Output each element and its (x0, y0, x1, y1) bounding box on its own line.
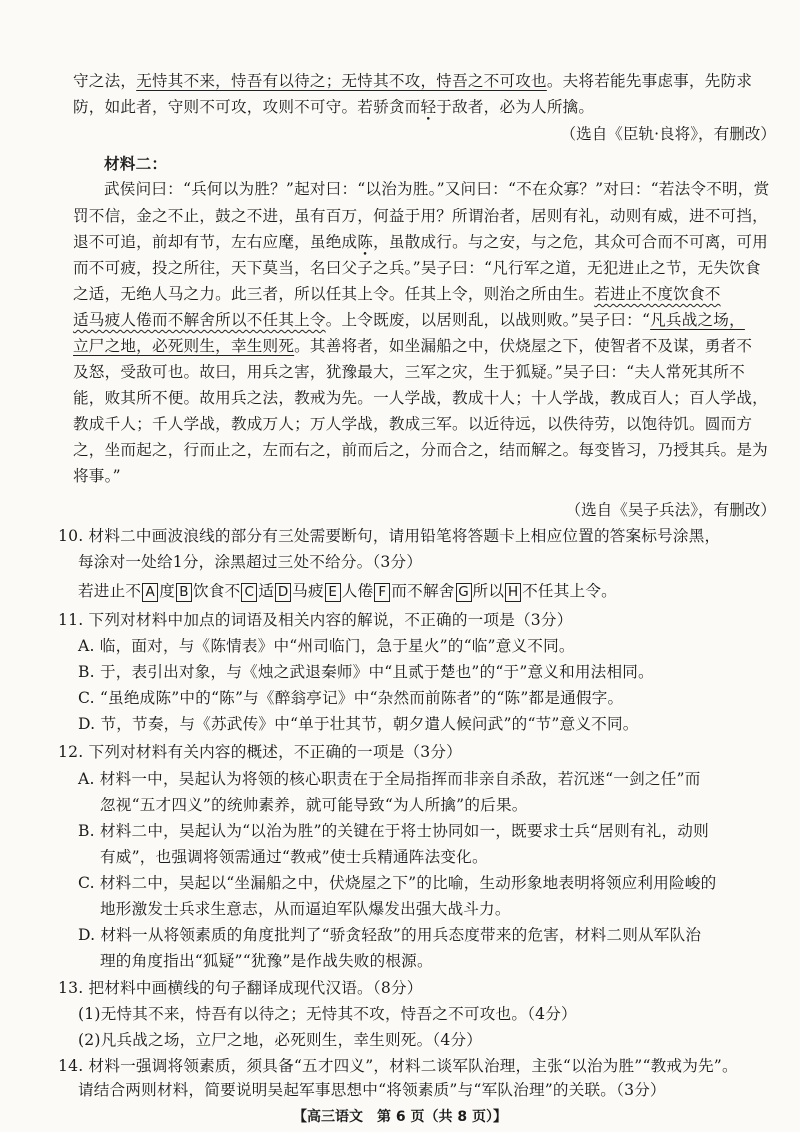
underlined-sentence-2: 凡兵战之场， (650, 311, 745, 329)
passage2-line-5 (73, 283, 721, 305)
q12-option-d-line-1[interactable]: D. 材料一从将领素质的角度批判了“骄贪轻敌”的用兵态度带来的危害，材料二则从军队治 (78, 926, 702, 944)
dotted-word-chen: 陈 (357, 233, 374, 251)
passage1-line-2 (73, 96, 594, 118)
passage2-source: （选自《吴子兵法》，有删改） (565, 501, 776, 519)
text-segment: 守之法， (73, 72, 137, 90)
q11-option-d[interactable]: D. 节，节奏，与《苏武传》中“单于壮其节，朝夕遣人候问武”的“节”意义不同。 (78, 715, 639, 733)
q10-seg: 若进止不 (78, 582, 142, 600)
text-segment: ，虽散成行。与之安，与之危，其众可合而不可离，可用 (373, 233, 768, 251)
passage2-line-9: 能，败其所不便。故用兵之法，教戒为先。一人学战，教成十人；十人学战，教成百人；百人学战， (73, 389, 768, 407)
q10-seg: 饮食不 (192, 582, 241, 600)
q10-option-box-H[interactable]: H (505, 583, 521, 602)
q12-stem: 12. 下列对材料有关内容的概述，不正确的一项是（3分） (58, 743, 462, 761)
q10-option-box-F[interactable]: F (374, 583, 390, 602)
passage2-line-11: 之，坐而起之，行而止之，左而右之，前而后之，分而合之，结而解之。每变皆习，乃授其兵。是为 (73, 441, 768, 459)
q14-stem-line-2: 请结合两则材料，简要说明吴起军事思想中“将领素质”与“军队治理”的关联。（3分） (78, 1081, 666, 1099)
passage1-line-1 (73, 70, 752, 92)
q11-stem: 11. 下列对材料中加点的词语及相关内容的解说，不正确的一项是（3分） (58, 611, 573, 629)
passage2-line-7 (73, 335, 752, 357)
q10-option-box-G[interactable]: G (456, 583, 472, 602)
q10-seg: 而不解舍 (391, 582, 455, 600)
q10-stem-line-1: 10. 材料二中画波浪线的部分有三处需要断句，请用铅笔将答题卡上相应位置的答案标号涂黑， (58, 527, 721, 545)
q12-option-a-line-2[interactable]: 忽视“五才四义”的统帅素养，就可能导致“为人所擒”的后果。 (100, 796, 528, 814)
page-footer: 【高三语文 第 6 页（共 8 页）】 (293, 1109, 507, 1125)
q10-option-box-E[interactable]: E (325, 583, 341, 602)
q12-option-b-line-2[interactable]: 有威”，也强调将领需通过“教戒”使士兵精通阵法变化。 (100, 848, 488, 866)
text-segment: 。夫将若能先事虑事，先防求 (546, 72, 753, 90)
text-segment: 退不可追，前却有节，左右应麾，虽绝成 (73, 233, 358, 251)
q10-stem-line-2: 每涂对一处给1分，涂黑超过三处不给分。（3分） (78, 553, 423, 571)
passage1-source: （选自《臣轨·良将》，有删改） (560, 125, 776, 143)
wavy-underlined-text: 若进止不度饮食不 (594, 285, 721, 303)
q11-option-a[interactable]: A. 临，面对，与《陈情表》中“州司临门，急于星火”的“临”意义不同。 (78, 637, 575, 655)
passage2-line-4: 而不可疲，投之所往，天下莫当，名曰父子之兵。”吴子曰：“凡行军之道，无犯进止之节，无失饮食 (73, 259, 761, 277)
dotted-word-qing: 轻 (420, 98, 437, 116)
passage2-line-3 (73, 231, 768, 253)
underlined-sentence-1: 无恃其不来，恃吾有以待之；无恃其不攻，恃吾之不可攻也 (136, 72, 547, 90)
q12-option-c-line-1[interactable]: C. 材料二中，吴起以“坐漏船之中，伏烧屋之下”的比喻，生动形象地表明将领应利用险峻的 (78, 874, 717, 892)
wavy-underlined-text: 适马疲人倦而不解舍所以不任其上令 (73, 311, 326, 329)
q10-seg: 所以 (472, 582, 505, 600)
text-segment: 。上令既废，以居则乱，以战则败。”吴子曰：“ (325, 311, 651, 329)
passage2-line-6 (73, 309, 745, 331)
q14-stem-line-1: 14. 材料一强调将领素质，须具备“五才四义”，材料二谈军队治理，主张“以治为胜”“教戒为先”。 (58, 1057, 738, 1075)
passage2-line-10: 教成千人；千人学战，教成万人；万人学战，教成三军。以近待远，以佚待劳，以饱待饥。圆而方 (73, 415, 753, 433)
q10-option-box-C[interactable]: C (241, 583, 257, 602)
q11-option-b[interactable]: B. 于，表引出对象，与《烛之武退秦师》中“且贰于楚也”的“于”意义和用法相同。 (78, 663, 654, 681)
text-segment: 之适，无绝人马之力。此三者，所以任其上令。任其上令，则治之所由生。 (73, 285, 595, 303)
q12-option-b-line-1[interactable]: B. 材料二中，吴起认为“以治为胜”的关键在于将士协同如一，既要求士兵“居则有礼，动则 (78, 822, 709, 840)
q10-answer-line (78, 580, 617, 602)
q12-option-c-line-2[interactable]: 地形激发士兵求生意志，从而逼迫军队爆发出强大战斗力。 (100, 900, 511, 918)
q11-option-c[interactable]: C. “虽绝成陈”中的“陈”与《醉翁亭记》中“杂然而前陈者”的“陈”都是通假字。 (78, 689, 624, 707)
q10-seg: 人倦 (341, 582, 374, 600)
underlined-sentence-2: 立尸之地，必死则生，幸生则死 (73, 337, 295, 355)
passage2-line-1: 武侯问曰：“兵何以为胜？”起对曰：“以治为胜。”又问曰：“不在众寡？”对曰：“若法令不明，赏 (104, 180, 770, 198)
passage2-line-8: 及怒，受敌可也。故曰，用兵之害，犹豫最大，三军之灾，生于狐疑。”吴子曰：“夫人常死其所不 (73, 363, 745, 381)
q13-stem: 13. 把材料中画横线的句子翻译成现代汉语。（8分） (58, 979, 423, 997)
q10-seg: 度 (159, 582, 175, 600)
q10-seg: 不任其上令。 (522, 582, 617, 600)
q10-option-box-D[interactable]: D (275, 583, 291, 602)
text-segment: 防，如此者，守则不可攻，攻则不可守。若骄贪而 (73, 98, 421, 116)
q13-sentence-2: (2)凡兵战之场，立尸之地，必死则生，幸生则死。（4分） (78, 1031, 483, 1049)
passage2-line-2: 罚不信，金之不止，鼓之不进，虽有百万，何益于用？所谓治者，居则有礼，动则有威，进不可挡， (73, 207, 768, 225)
passage2-heading: 材料二： (104, 154, 168, 173)
text-segment: 于敌者，必为人所擒。 (436, 98, 595, 116)
q10-option-box-B[interactable]: B (176, 583, 192, 602)
passage2-line-12: 将事。” (73, 467, 121, 485)
q10-option-box-A[interactable]: A (142, 583, 158, 602)
q12-option-d-line-2[interactable]: 理的角度指出“狐疑”“犹豫”是作战失败的根源。 (100, 952, 433, 970)
q13-sentence-1: (1)无恃其不来，恃吾有以待之；无恃其不攻，恃吾之不可攻也。（4分） (78, 1005, 577, 1023)
q12-option-a-line-1[interactable]: A. 材料一中，吴起认为将领的核心职责在于全局指挥而非亲自杀敌，若沉迷“一剑之任”而 (78, 770, 701, 788)
q10-seg: 马疲 (292, 582, 324, 600)
q10-seg: 适 (258, 582, 275, 600)
text-segment: 。其善将者，如坐漏船之中，伏烧屋之下，使智者不及谋，勇者不 (294, 337, 753, 355)
